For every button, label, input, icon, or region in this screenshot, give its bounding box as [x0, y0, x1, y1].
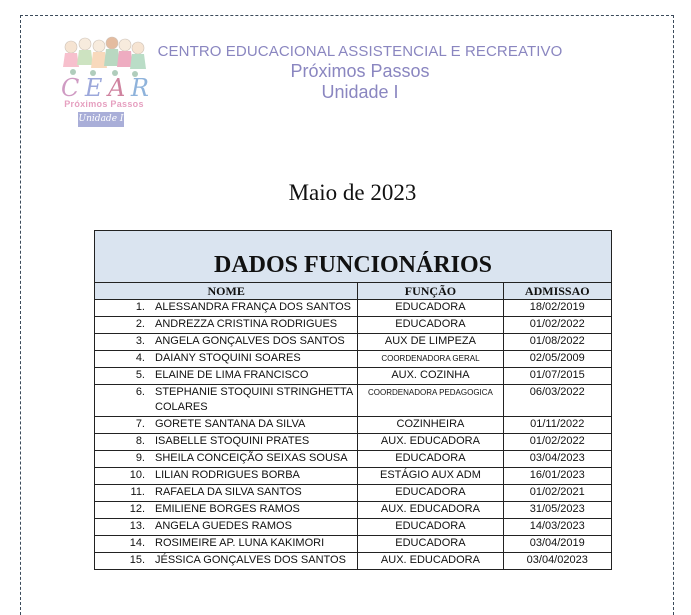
- cear-logo: [55, 33, 153, 129]
- table-row: [95, 451, 612, 468]
- table-row: [95, 300, 612, 317]
- children-illustration-icon: [59, 35, 149, 79]
- employee-name: ANGELA GUEDES RAMOS: [155, 520, 292, 532]
- employee-role: COORDENADORA PEDAGOGICA: [358, 385, 503, 417]
- employee-name: SHEILA CONCEIÇÃO SEIXAS SOUSA: [155, 452, 348, 464]
- row-number: 1.: [135, 301, 145, 313]
- table-row: [95, 417, 612, 434]
- employee-role: AUX. EDUCADORA: [358, 434, 503, 451]
- logo-letter-c: C: [61, 74, 80, 102]
- row-number: 6.: [135, 386, 145, 398]
- admission-date: 06/03/2022: [503, 385, 612, 417]
- logo-cear-letters: [61, 75, 149, 101]
- row-number: 4.: [135, 352, 145, 364]
- org-unit: Unidade I: [321, 82, 399, 102]
- employee-role: AUX DE LIMPEZA: [358, 334, 503, 351]
- column-header-nome: NOME: [95, 283, 358, 300]
- logo-letter-e: E: [84, 74, 103, 102]
- logo-letter-r: R: [130, 74, 149, 102]
- logo-letter-a: A: [108, 74, 126, 102]
- employee-role: AUX. COZINHA: [358, 368, 503, 385]
- org-name: CENTRO EDUCACIONAL ASSISTENCIAL E RECREATIVO: [157, 43, 563, 60]
- employee-name: ANGELA GONÇALVES DOS SANTOS: [155, 335, 345, 347]
- table-row: [95, 368, 612, 385]
- employee-role: COZINHEIRA: [358, 417, 503, 434]
- admission-date: 03/04/2023: [503, 451, 612, 468]
- admission-date: 31/05/2023: [503, 502, 612, 519]
- employee-name: ROSIMEIRE AP. LUNA KAKIMORI: [155, 537, 325, 549]
- table-row: [95, 351, 612, 368]
- employee-role: AUX. EDUCADORA: [358, 553, 503, 570]
- employee-name: ALESSANDRA FRANÇA DOS SANTOS: [155, 301, 352, 313]
- row-number: 8.: [135, 435, 145, 447]
- admission-date: 01/02/2022: [503, 434, 612, 451]
- admission-date: 14/03/2023: [503, 519, 612, 536]
- row-number: 2.: [135, 318, 145, 330]
- table-row: [95, 502, 612, 519]
- table-row: [95, 536, 612, 553]
- table-row: [95, 317, 612, 334]
- employee-name: ELAINE DE LIMA FRANCISCO: [155, 369, 309, 381]
- row-number: 15.: [129, 554, 145, 566]
- logo-subtitle: Próximos Passos: [64, 99, 144, 109]
- employee-name: LILIAN RODRIGUES BORBA: [155, 469, 300, 481]
- row-number: 14.: [129, 537, 145, 549]
- employee-name: RAFAELA DA SILVA SANTOS: [155, 486, 302, 498]
- employee-role: EDUCADORA: [358, 485, 503, 502]
- table-row: [95, 434, 612, 451]
- staff-table: [94, 230, 612, 570]
- admission-date: 01/08/2022: [503, 334, 612, 351]
- table-row: [95, 553, 612, 570]
- org-subtitle: Próximos Passos: [290, 61, 430, 81]
- employee-name: GORETE SANTANA DA SILVA: [155, 418, 306, 430]
- table-row: [95, 468, 612, 485]
- row-number: 10.: [129, 469, 145, 481]
- admission-date: 18/02/2019: [503, 300, 612, 317]
- employee-name: EMILIENE BORGES RAMOS: [155, 503, 300, 515]
- employee-name: JÉSSICA GONÇALVES DOS SANTOS: [155, 554, 346, 566]
- row-number: 11.: [130, 486, 145, 498]
- employee-role: AUX. EDUCADORA: [358, 502, 503, 519]
- admission-date: 01/02/2022: [503, 317, 612, 334]
- admission-date: 02/05/2009: [503, 351, 612, 368]
- admission-date: 16/01/2023: [503, 468, 612, 485]
- employee-name: ANDREZZA CRISTINA RODRIGUES: [155, 318, 338, 330]
- logo-badge: Unidade I: [78, 112, 124, 127]
- row-number: 12.: [129, 503, 145, 515]
- row-number: 3.: [135, 335, 145, 347]
- admission-date: 01/07/2015: [503, 368, 612, 385]
- employee-role: COORDENADORA GERAL: [358, 351, 503, 368]
- employee-name: ISABELLE STOQUINI PRATES: [155, 435, 310, 447]
- column-header-admissao: ADMISSAO: [503, 283, 612, 300]
- row-number: 13.: [129, 520, 145, 532]
- column-header-funcao: FUNÇÃO: [358, 283, 503, 300]
- row-number: 5.: [135, 369, 145, 381]
- employee-role: EDUCADORA: [358, 519, 503, 536]
- admission-date: 01/02/2021: [503, 485, 612, 502]
- table-title: DADOS FUNCIONÁRIOS: [95, 231, 612, 283]
- employee-role: ESTÁGIO AUX ADM: [358, 468, 503, 485]
- admission-date: 03/04/02023: [503, 553, 612, 570]
- table-row: [95, 485, 612, 502]
- admission-date: 01/11/2022: [503, 417, 612, 434]
- row-number: 9.: [135, 452, 145, 464]
- table-header-row: [95, 283, 612, 300]
- row-number: 7.: [135, 418, 145, 430]
- table-row: [95, 385, 612, 417]
- employee-name: DAIANY STOQUINI SOARES: [155, 352, 301, 364]
- month-title: Maio de 2023: [288, 180, 417, 205]
- employee-role: EDUCADORA: [358, 451, 503, 468]
- employee-role: EDUCADORA: [358, 300, 503, 317]
- table-row: [95, 334, 612, 351]
- organization-header: [150, 43, 570, 103]
- employee-role: EDUCADORA: [358, 536, 503, 553]
- admission-date: 03/04/2019: [503, 536, 612, 553]
- employee-role: EDUCADORA: [358, 317, 503, 334]
- table-row: [95, 519, 612, 536]
- employee-name: STEPHANIE STOQUINI STRINGHETTA COLARES: [155, 386, 353, 413]
